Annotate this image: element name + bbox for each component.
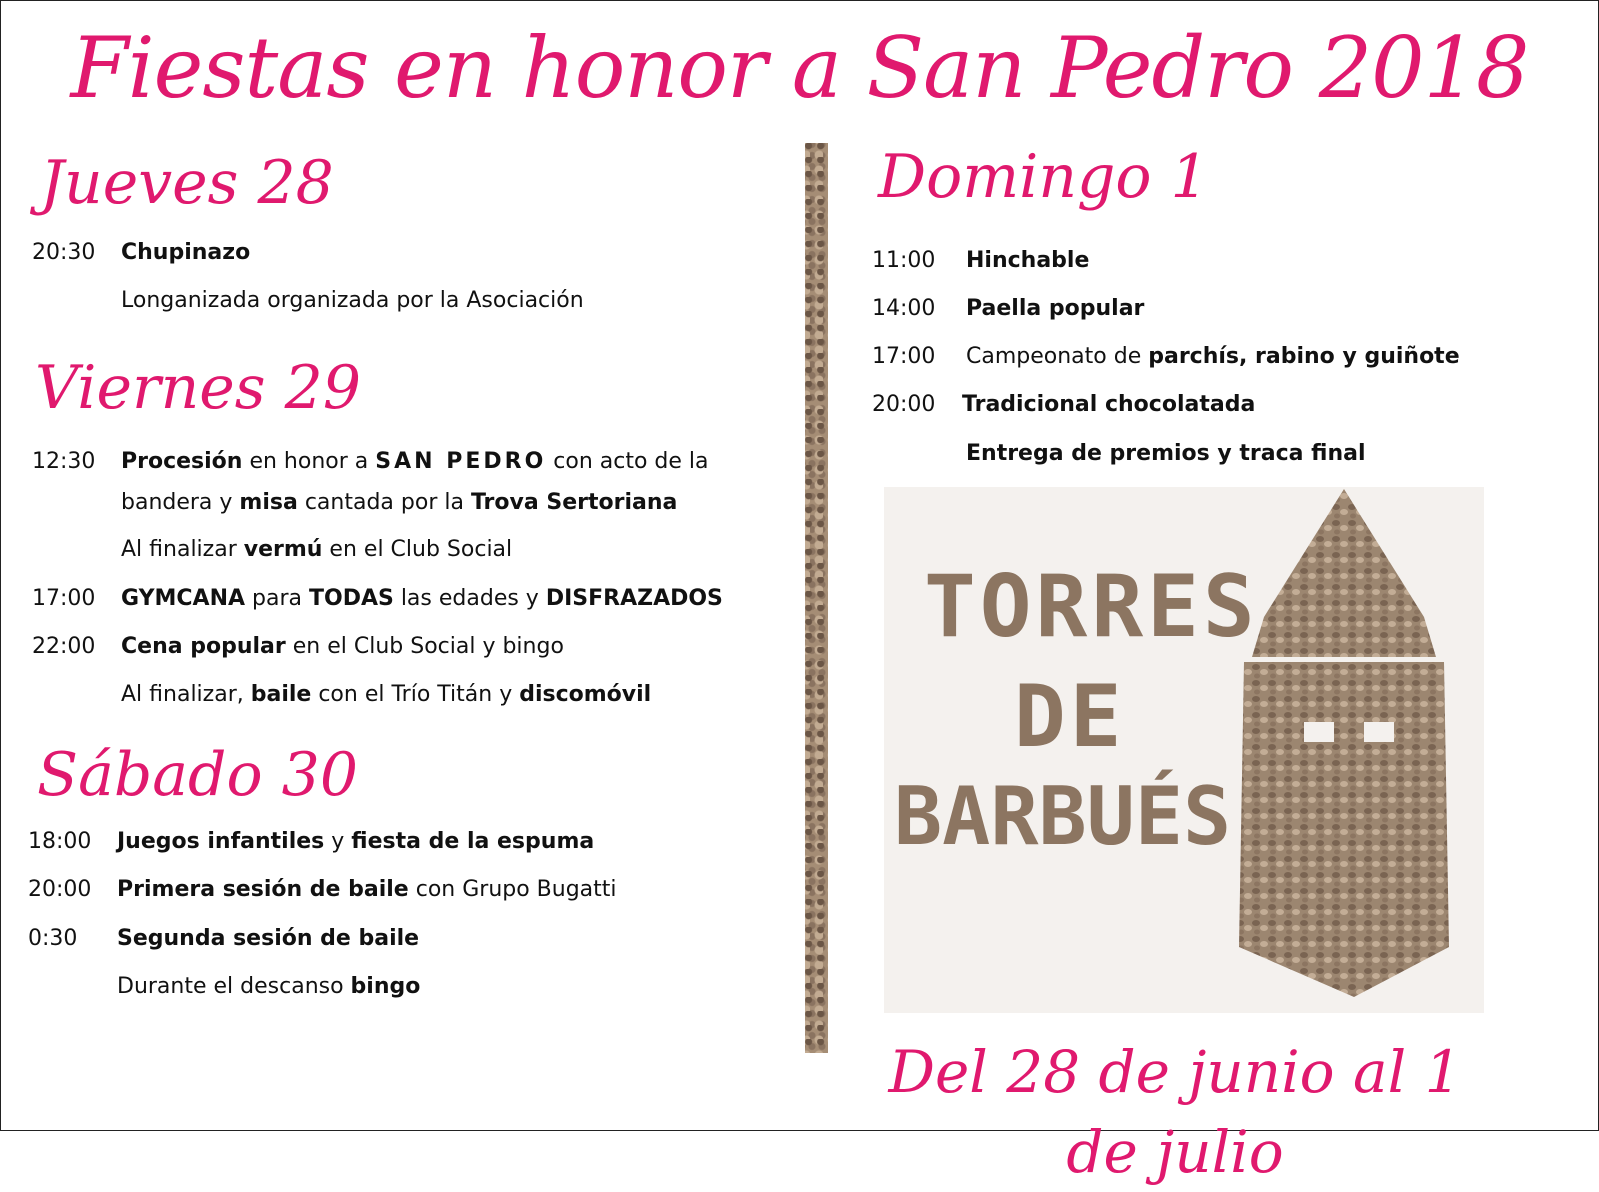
event-time: 14:00	[872, 296, 936, 321]
event-title: Tradicional chocolatada	[962, 392, 1256, 417]
event-time: 18:00	[28, 829, 92, 854]
event-title: Hinchable	[966, 248, 1090, 273]
event-time: 20:00	[872, 392, 936, 417]
stone-divider	[805, 143, 828, 1053]
stone-art-photo	[884, 487, 1484, 1013]
event-time: 20:30	[32, 240, 96, 265]
event-description: Durante el descanso bingo	[117, 974, 421, 999]
event-row	[966, 439, 1366, 469]
event-description: Longanizada organizada por la Asociación	[121, 288, 584, 313]
day-heading-saturday: Sábado 30	[37, 740, 359, 810]
event-row	[121, 286, 584, 316]
event-description: Campeonato de parchís, rabino y guiñote	[966, 344, 1460, 369]
event-description: Procesión en honor a SAN PEDRO con acto de la	[121, 449, 709, 474]
event-time: 17:00	[872, 344, 936, 369]
stone-word-torres: TORRES	[924, 557, 1259, 657]
tower-roof	[1252, 489, 1436, 657]
poster-title: Fiestas en honor a San Pedro 2018	[70, 19, 1529, 117]
tower-window	[1304, 722, 1334, 742]
event-description: Juegos infantiles y fiesta de la espuma	[117, 829, 595, 854]
event-description: Al finalizar vermú en el Club Social	[121, 537, 513, 562]
event-description: bandera y misa cantada por la Trova Sertoriana	[121, 490, 678, 515]
event-time: 20:00	[28, 877, 92, 902]
event-row	[121, 680, 651, 710]
event-description: Primera sesión de baile con Grupo Bugatti	[117, 877, 617, 902]
event-title: Chupinazo	[121, 240, 251, 265]
event-description: GYMCANA para TODAS las edades y DISFRAZADOS	[121, 586, 723, 611]
event-time: 17:00	[32, 586, 96, 611]
event-description: Al finalizar, baile con el Trío Titán y discomóvil	[121, 682, 652, 707]
stone-word-de: DE	[1014, 667, 1126, 767]
event-title: Entrega de premios y traca final	[966, 441, 1366, 466]
event-time: 0:30	[28, 926, 78, 951]
event-time: 22:00	[32, 634, 96, 659]
date-range-footer: Del 28 de junio al 1 de julio	[888, 1038, 1462, 1186]
tower-window	[1364, 722, 1394, 742]
tower-body	[1239, 662, 1449, 997]
event-time: 11:00	[872, 248, 936, 273]
event-time: 12:30	[32, 449, 96, 474]
stone-word-barbues: BARBUÉS	[894, 770, 1232, 863]
day-heading-sunday: Domingo 1	[878, 142, 1209, 212]
event-title: Paella popular	[966, 296, 1145, 321]
event-row	[121, 535, 512, 565]
day-heading-thursday: Jueves 28	[40, 148, 334, 218]
event-title: Segunda sesión de baile	[117, 926, 420, 951]
event-description: Cena popular en el Club Social y bingo	[121, 634, 564, 659]
day-heading-friday: Viernes 29	[35, 353, 362, 423]
event-row	[121, 488, 677, 518]
event-row	[117, 972, 420, 1002]
